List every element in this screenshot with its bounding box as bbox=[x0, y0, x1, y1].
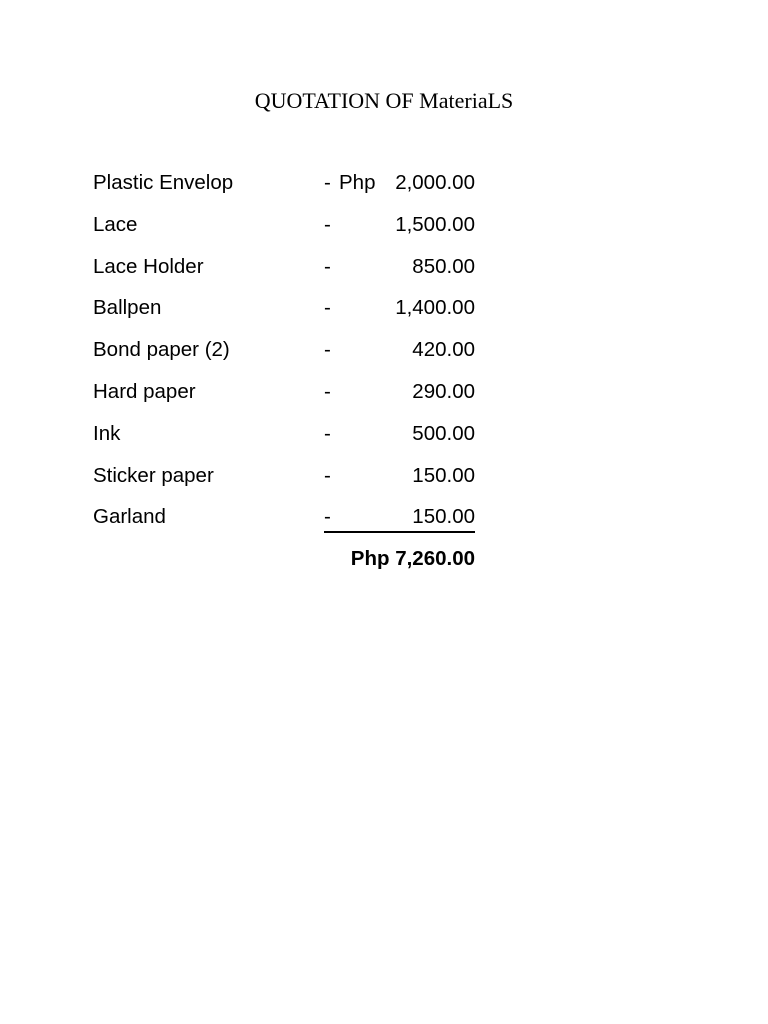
document-title: QUOTATION OF MateriaLS bbox=[254, 88, 514, 113]
item-amount: 150.00 bbox=[412, 505, 475, 529]
item-name: Ink bbox=[93, 421, 121, 445]
list-item bbox=[0, 500, 768, 542]
item-dash: - bbox=[324, 296, 331, 320]
list-item bbox=[0, 291, 768, 333]
list-item bbox=[0, 208, 768, 250]
list-item bbox=[0, 166, 768, 208]
item-dash: - bbox=[324, 254, 331, 278]
item-dash: - bbox=[324, 379, 331, 403]
item-currency: Php bbox=[339, 171, 376, 194]
list-item bbox=[0, 375, 768, 417]
item-name: Sticker paper bbox=[93, 463, 214, 487]
materials-list bbox=[0, 166, 768, 542]
item-name: Garland bbox=[93, 505, 166, 529]
item-amount: 2,000.00 bbox=[395, 171, 475, 194]
item-amount: 1,500.00 bbox=[395, 212, 475, 236]
item-amount: 290.00 bbox=[412, 379, 475, 403]
item-dash: - bbox=[324, 505, 331, 529]
item-amount: 500.00 bbox=[412, 421, 475, 445]
list-item bbox=[0, 250, 768, 292]
item-dash: - bbox=[324, 338, 331, 362]
item-dash: - bbox=[324, 463, 331, 487]
item-name: Ballpen bbox=[93, 296, 162, 320]
item-dash: - bbox=[324, 212, 331, 236]
subtotal-underline bbox=[324, 531, 475, 533]
item-name: Lace bbox=[93, 212, 138, 236]
item-name: Hard paper bbox=[93, 379, 196, 403]
item-name: Lace Holder bbox=[93, 254, 204, 278]
item-amount: 850.00 bbox=[412, 254, 475, 278]
item-amount: 420.00 bbox=[412, 338, 475, 362]
list-item bbox=[0, 459, 768, 501]
list-item bbox=[0, 417, 768, 459]
item-name: Plastic Envelop bbox=[93, 171, 234, 194]
list-item bbox=[0, 333, 768, 375]
item-amount: 150.00 bbox=[412, 463, 475, 487]
grand-total: Php 7,260.00 bbox=[350, 547, 475, 570]
item-name: Bond paper (2) bbox=[93, 338, 230, 362]
item-dash: - bbox=[324, 171, 331, 194]
item-amount: 1,400.00 bbox=[395, 296, 475, 320]
item-dash: - bbox=[324, 421, 331, 445]
